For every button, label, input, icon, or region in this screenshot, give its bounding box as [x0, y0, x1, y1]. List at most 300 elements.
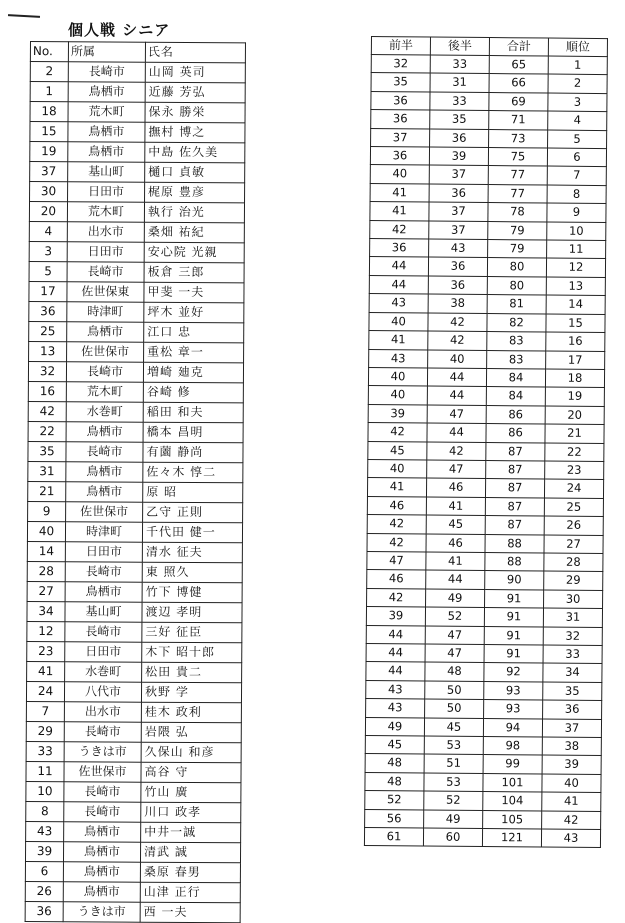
cell-name: 保永 勝栄	[145, 102, 245, 123]
cell-second-half: 42	[428, 331, 487, 350]
cell-first-half: 42	[368, 423, 427, 442]
table-row	[26, 821, 241, 842]
cell-first-half: 52	[365, 791, 424, 810]
cell-rank: 20	[545, 406, 604, 425]
table-row	[366, 662, 602, 682]
cell-no: 24	[26, 681, 64, 701]
cell-affiliation: 荒木町	[67, 202, 144, 222]
table-row	[29, 261, 244, 282]
cell-affiliation: 鳥栖市	[66, 482, 143, 502]
cell-affiliation: 基山町	[65, 602, 142, 622]
cell-no: 28	[27, 561, 65, 581]
table-row	[28, 501, 243, 522]
table-row	[368, 367, 604, 387]
cell-first-half: 44	[369, 257, 428, 276]
player-table	[25, 41, 246, 923]
cell-no: 27	[27, 581, 65, 601]
cell-rank: 38	[542, 737, 601, 756]
cell-affiliation: 日田市	[65, 542, 142, 562]
score-table	[364, 36, 608, 849]
cell-total: 75	[488, 148, 547, 167]
cell-first-half: 39	[366, 607, 425, 626]
cell-affiliation: 鳥栖市	[63, 882, 140, 902]
cell-rank: 29	[544, 571, 603, 590]
cell-first-half: 40	[368, 459, 427, 478]
cell-no: 36	[29, 301, 67, 321]
cell-second-half: 35	[430, 110, 489, 129]
cell-first-half: 43	[366, 699, 425, 718]
cell-total: 88	[485, 534, 544, 553]
cell-total: 65	[489, 56, 548, 75]
cell-affiliation: 長崎市	[65, 562, 142, 582]
cell-total: 105	[483, 810, 542, 829]
cell-no: 32	[28, 361, 66, 381]
cell-no: 1	[30, 82, 68, 102]
cell-second-half: 49	[426, 589, 485, 608]
cell-no: 5	[29, 261, 67, 281]
table-row	[29, 301, 244, 322]
cell-rank: 31	[543, 608, 602, 627]
cell-no: 6	[25, 861, 63, 881]
cell-second-half: 36	[428, 257, 487, 276]
table-row	[27, 541, 242, 562]
cell-name: 橋本 昌明	[143, 422, 243, 443]
table-row	[368, 423, 604, 443]
cell-no: 7	[26, 701, 64, 721]
cell-affiliation: 日田市	[68, 182, 145, 202]
cell-second-half: 39	[429, 147, 488, 166]
cell-name: 松田 貴二	[142, 662, 242, 683]
table-row	[27, 561, 242, 582]
table-row	[365, 754, 601, 774]
cell-affiliation: 日田市	[65, 642, 142, 662]
cell-rank: 14	[546, 295, 605, 314]
cell-total: 99	[483, 755, 542, 774]
cell-second-half: 37	[429, 221, 488, 240]
cell-no: 14	[27, 541, 65, 561]
cell-first-half: 46	[367, 496, 426, 515]
table-row	[28, 401, 243, 422]
cell-first-half: 40	[369, 312, 428, 331]
cell-first-half: 40	[368, 367, 427, 386]
page-title: 個人戦 シニア	[68, 21, 171, 39]
table-row	[30, 62, 245, 83]
cell-first-half: 36	[370, 147, 429, 166]
cell-rank: 4	[548, 111, 607, 130]
cell-second-half: 44	[427, 386, 486, 405]
cell-total: 79	[488, 240, 547, 259]
cell-second-half: 37	[429, 165, 488, 184]
cell-rank: 25	[544, 498, 603, 517]
cell-total: 87	[485, 497, 544, 516]
cell-rank: 30	[544, 590, 603, 609]
table-row	[371, 55, 607, 75]
cell-second-half: 60	[423, 828, 482, 847]
table-row	[369, 257, 605, 277]
cell-affiliation: 荒木町	[66, 382, 143, 402]
cell-name: 高谷 守	[141, 762, 241, 783]
cell-total: 77	[488, 184, 547, 203]
cell-no: 36	[25, 901, 63, 921]
cell-rank: 27	[544, 535, 603, 554]
cell-second-half: 44	[426, 570, 485, 589]
cell-first-half: 48	[365, 772, 424, 791]
cell-first-half: 41	[369, 331, 428, 350]
cell-affiliation: 鳥栖市	[68, 82, 145, 102]
cell-no: 3	[29, 241, 67, 261]
cell-second-half: 47	[427, 405, 486, 424]
cell-no: 41	[27, 661, 65, 681]
cell-no: 8	[26, 801, 64, 821]
cell-name: 谷崎 修	[143, 382, 243, 403]
cell-total: 91	[484, 645, 543, 664]
cell-first-half: 44	[366, 662, 425, 681]
cell-second-half: 36	[428, 276, 487, 295]
table-row	[369, 312, 605, 332]
cell-name: 山岡 英司	[145, 62, 245, 83]
cell-name: 原 昭	[143, 482, 243, 503]
cell-name: 清水 征夫	[142, 542, 242, 563]
cell-first-half: 36	[371, 91, 430, 110]
cell-rank: 26	[544, 516, 603, 535]
cell-no: 23	[27, 641, 65, 661]
cell-rank: 16	[546, 332, 605, 351]
cell-no: 13	[29, 341, 67, 361]
cell-total: 71	[489, 111, 548, 130]
table-row	[30, 142, 245, 163]
cell-total: 87	[486, 442, 545, 461]
cell-second-half: 46	[426, 534, 485, 553]
cell-no: 29	[26, 721, 64, 741]
cell-second-half: 50	[425, 681, 484, 700]
cell-total: 84	[486, 387, 545, 406]
cell-rank: 28	[544, 553, 603, 572]
cell-first-half: 40	[370, 165, 429, 184]
table-row	[369, 275, 605, 295]
cell-affiliation: うきは市	[63, 902, 140, 922]
cell-total: 101	[483, 773, 542, 792]
header-first-half: 前半	[371, 37, 430, 56]
cell-rank: 12	[546, 259, 605, 278]
cell-rank: 2	[548, 74, 607, 93]
cell-name: 竹下 博健	[142, 582, 242, 603]
cell-first-half: 43	[366, 680, 425, 699]
table-row	[28, 421, 243, 442]
cell-affiliation: 鳥栖市	[67, 322, 144, 342]
table-row	[370, 239, 606, 259]
cell-rank: 41	[542, 792, 601, 811]
cell-total: 90	[485, 571, 544, 590]
cell-second-half: 49	[424, 810, 483, 829]
table-row	[29, 321, 244, 342]
table-row	[371, 128, 607, 148]
cell-first-half: 41	[367, 478, 426, 497]
cell-total: 87	[486, 460, 545, 479]
table-row	[370, 147, 606, 167]
table-row	[366, 699, 602, 719]
table-row	[367, 588, 603, 608]
cell-rank: 13	[546, 277, 605, 296]
header-rank: 順位	[548, 38, 607, 57]
cell-name: 重松 章一	[144, 342, 244, 363]
table-row	[27, 641, 242, 662]
cell-rank: 3	[548, 93, 607, 112]
cell-no: 4	[29, 221, 67, 241]
table-row	[29, 221, 244, 242]
cell-affiliation: 鳥栖市	[66, 462, 143, 482]
table-row	[365, 809, 601, 829]
cell-affiliation: 長崎市	[68, 62, 145, 82]
cell-first-half: 45	[368, 441, 427, 460]
table-row	[29, 241, 244, 262]
cell-second-half: 51	[424, 754, 483, 773]
cell-second-half: 52	[424, 791, 483, 810]
cell-first-half: 43	[369, 294, 428, 313]
cell-first-half: 37	[371, 128, 430, 147]
cell-total: 80	[487, 258, 546, 277]
cell-second-half: 45	[426, 515, 485, 534]
cell-total: 98	[483, 737, 542, 756]
table-row	[366, 625, 602, 645]
table-row	[367, 496, 603, 516]
table-row	[371, 110, 607, 130]
cell-second-half: 36	[429, 184, 488, 203]
cell-no: 20	[29, 202, 67, 222]
cell-name: 稲田 和夫	[143, 402, 243, 423]
cell-rank: 15	[546, 314, 605, 333]
cell-total: 91	[484, 608, 543, 627]
cell-name: 木下 昭十郎	[142, 642, 242, 663]
cell-first-half: 48	[365, 754, 424, 773]
table-row	[27, 581, 242, 602]
table-row	[368, 459, 604, 479]
cell-second-half: 33	[430, 92, 489, 111]
cell-rank: 33	[543, 645, 602, 664]
table-row	[365, 772, 601, 792]
player-table-header	[30, 42, 245, 63]
cell-total: 94	[483, 718, 542, 737]
table-row	[29, 281, 244, 302]
header-total: 合計	[489, 38, 548, 57]
cell-no: 42	[28, 401, 66, 421]
cell-second-half: 31	[430, 73, 489, 92]
cell-affiliation: 荒木町	[68, 102, 145, 122]
cell-affiliation: 長崎市	[64, 802, 141, 822]
cell-rank: 6	[547, 148, 606, 167]
cell-no: 12	[27, 621, 65, 641]
cell-name: 西 一夫	[140, 902, 240, 923]
table-row	[25, 881, 240, 902]
table-row	[25, 861, 240, 882]
cell-rank: 19	[545, 387, 604, 406]
cell-no: 30	[30, 182, 68, 202]
cell-rank: 32	[543, 627, 602, 646]
cell-affiliation: 鳥栖市	[64, 822, 141, 842]
cell-no: 9	[28, 501, 66, 521]
table-row	[27, 621, 242, 642]
cell-name: 佐々木 惇二	[143, 462, 243, 483]
cell-name: 執行 治光	[144, 202, 244, 223]
table-row	[26, 781, 241, 802]
cell-total: 87	[485, 516, 544, 535]
cell-name: 乙守 正則	[143, 502, 243, 523]
cell-name: 板倉 三郎	[144, 262, 244, 283]
table-row	[25, 841, 240, 862]
table-row	[366, 607, 602, 627]
table-row	[30, 82, 245, 103]
cell-first-half: 47	[367, 551, 426, 570]
cell-second-half: 43	[429, 239, 488, 258]
cell-first-half: 42	[370, 220, 429, 239]
table-row	[27, 601, 242, 622]
cell-total: 84	[486, 368, 545, 387]
cell-total: 79	[488, 221, 547, 240]
cell-second-half: 44	[427, 423, 486, 442]
cell-first-half: 61	[364, 828, 423, 847]
cell-name: 桑畑 祐紀	[144, 222, 244, 243]
cell-second-half: 42	[428, 313, 487, 332]
table-row	[26, 721, 241, 742]
cell-affiliation: 出水市	[64, 702, 141, 722]
cell-name: 三好 征臣	[142, 622, 242, 643]
table-row	[366, 643, 602, 663]
cell-rank: 40	[542, 774, 601, 793]
table-row	[30, 162, 245, 183]
table-row	[26, 761, 241, 782]
cell-rank: 42	[542, 811, 601, 830]
cell-first-half: 35	[371, 73, 430, 92]
cell-second-half: 53	[424, 736, 483, 755]
cell-name: 増崎 廸克	[143, 362, 243, 383]
cell-first-half: 44	[369, 275, 428, 294]
cell-second-half: 33	[430, 55, 489, 74]
cell-no: 39	[25, 841, 63, 861]
table-row	[364, 828, 600, 848]
cell-second-half: 45	[424, 718, 483, 737]
score-table-header	[371, 37, 607, 57]
cell-rank: 18	[545, 369, 604, 388]
table-row	[365, 736, 601, 756]
table-row	[369, 349, 605, 369]
cell-second-half: 40	[428, 350, 487, 369]
cell-no: 15	[30, 122, 68, 142]
cell-total: 82	[487, 313, 546, 332]
cell-rank: 9	[547, 203, 606, 222]
cell-first-half: 42	[367, 588, 426, 607]
cell-total: 87	[485, 479, 544, 498]
cell-name: 安心院 光親	[144, 242, 244, 263]
cell-total: 66	[489, 74, 548, 93]
cell-name: 桑原 春男	[140, 862, 240, 883]
cell-first-half: 36	[370, 239, 429, 258]
cell-second-half: 41	[426, 552, 485, 571]
cell-no: 21	[28, 481, 66, 501]
cell-total: 93	[484, 681, 543, 700]
cell-no: 37	[30, 162, 68, 182]
cell-second-half: 48	[425, 662, 484, 681]
cell-second-half: 44	[427, 368, 486, 387]
cell-first-half: 39	[368, 404, 427, 423]
cell-first-half: 49	[365, 717, 424, 736]
table-row	[26, 681, 241, 702]
cell-no: 18	[30, 102, 68, 122]
table-row	[28, 481, 243, 502]
table-row	[30, 102, 245, 123]
cell-first-half: 40	[368, 386, 427, 405]
table-row	[370, 202, 606, 222]
cell-affiliation: 長崎市	[66, 442, 143, 462]
cell-name: 竹山 廣	[141, 782, 241, 803]
table-row	[28, 441, 243, 462]
scan-mark	[8, 14, 40, 18]
cell-no: 22	[28, 421, 66, 441]
table-row	[26, 701, 241, 722]
cell-affiliation: 日田市	[67, 242, 144, 262]
cell-affiliation: 水巻町	[66, 402, 143, 422]
cell-no: 26	[25, 881, 63, 901]
cell-total: 81	[487, 295, 546, 314]
table-row	[29, 341, 244, 362]
cell-second-half: 42	[427, 442, 486, 461]
table-row	[365, 791, 601, 811]
cell-affiliation: 鳥栖市	[68, 122, 145, 142]
header-name: 氏名	[145, 42, 245, 63]
cell-no: 33	[26, 741, 64, 761]
cell-rank: 22	[545, 443, 604, 462]
table-row	[30, 122, 245, 143]
cell-total: 91	[485, 589, 544, 608]
cell-rank: 34	[543, 663, 602, 682]
table-row	[28, 361, 243, 382]
cell-total: 78	[488, 203, 547, 222]
cell-affiliation: 時津町	[67, 302, 144, 322]
cell-first-half: 43	[369, 349, 428, 368]
table-row	[370, 220, 606, 240]
table-row	[28, 381, 243, 402]
table-row	[367, 570, 603, 590]
cell-name: 山津 正行	[140, 882, 240, 903]
cell-second-half: 37	[429, 202, 488, 221]
cell-name: 清武 誠	[140, 842, 240, 863]
table-row	[26, 741, 241, 762]
cell-name: 江口 忠	[144, 322, 244, 343]
cell-total: 121	[482, 829, 541, 848]
table-row	[369, 331, 605, 351]
cell-first-half: 44	[366, 643, 425, 662]
table-row	[367, 533, 603, 553]
cell-first-half: 36	[371, 110, 430, 129]
table-row	[26, 801, 241, 822]
cell-rank: 36	[543, 700, 602, 719]
table-row	[367, 551, 603, 571]
cell-affiliation: 長崎市	[67, 262, 144, 282]
cell-first-half: 56	[365, 809, 424, 828]
cell-affiliation: 鳥栖市	[63, 842, 140, 862]
cell-second-half: 47	[425, 626, 484, 645]
cell-name: 岩隈 弘	[141, 722, 241, 743]
cell-first-half: 42	[367, 515, 426, 534]
table-row	[368, 404, 604, 424]
table-row	[27, 521, 242, 542]
table-row	[366, 680, 602, 700]
cell-rank: 37	[542, 719, 601, 738]
table-row	[370, 165, 606, 185]
cell-no: 19	[30, 142, 68, 162]
cell-name: 千代田 健一	[142, 522, 242, 543]
cell-total: 80	[487, 276, 546, 295]
cell-affiliation: 佐世保市	[66, 502, 143, 522]
cell-rank: 24	[544, 479, 603, 498]
